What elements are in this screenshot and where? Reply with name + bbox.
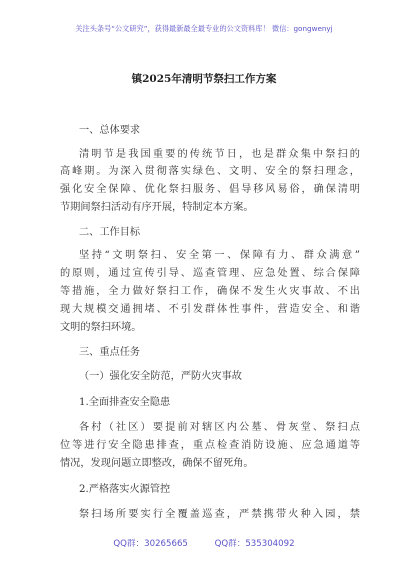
paragraph-line: 的原则，通过宣传引导、巡查管理、应急处置、综合保障 — [60, 268, 360, 279]
paragraph-line: 清明节是我国重要的传统节日，也是群众集中祭扫的 — [79, 149, 360, 160]
footer-qq-group-2: QQ群：535304092 — [214, 539, 295, 549]
footer — [0, 537, 408, 549]
subsection-heading: （一）强化安全防范，严防火灾事故 — [79, 371, 242, 382]
paragraph-line: 高峰期。为深入贯彻落实绿色、文明、安全的祭扫理念， — [60, 166, 360, 177]
section-heading-1: 一、总体要求 — [79, 125, 141, 136]
paragraph-line: 现大规模交通拥堵、不引发群体性事件，营造安全、和谐 — [60, 304, 360, 315]
footer-qq-group-1: QQ群：30265665 — [113, 539, 188, 549]
paragraph-line: 等措施，全力做好祭扫工作，确保不发生火灾事故、不出 — [60, 286, 360, 297]
paragraph-line: 情况，发现问题立即整改，确保不留死角。 — [60, 458, 254, 469]
item-heading: 2.严格落实火源管控 — [79, 484, 171, 495]
paragraph-line: 祭扫场所要实行全覆盖巡查，严禁携带火种入园，禁 — [79, 509, 360, 520]
paragraph-line: 文明的祭扫环境。 — [60, 322, 142, 333]
section-heading-3: 三、重点任务 — [79, 347, 141, 358]
section-heading-2: 二、工作目标 — [79, 227, 141, 238]
paragraph-line: 强化安全保障、优化祭扫服务、倡导移风易俗，确保清明 — [60, 184, 360, 195]
paragraph-line: 节期间祭扫活动有序开展，特制定本方案。 — [60, 202, 254, 213]
item-heading: 1.全面排查安全隐患 — [79, 397, 171, 408]
top-banner: 关注头条号“公文研究”，获得最新最全最专业的公文资料库！ 微信：gongwenyj — [75, 24, 333, 33]
document-title: 镇2025年清明节祭扫工作方案 — [131, 73, 277, 85]
paragraph-line: 各村（社区）要提前对辖区内公墓、骨灰堂、祭扫点 — [79, 422, 360, 433]
paragraph-line: 坚持“文明祭扫、安全第一、保障有力、群众满意” — [79, 250, 360, 261]
paragraph-line: 位等进行安全隐患排查，重点检查消防设施、应急通道等 — [60, 440, 360, 451]
